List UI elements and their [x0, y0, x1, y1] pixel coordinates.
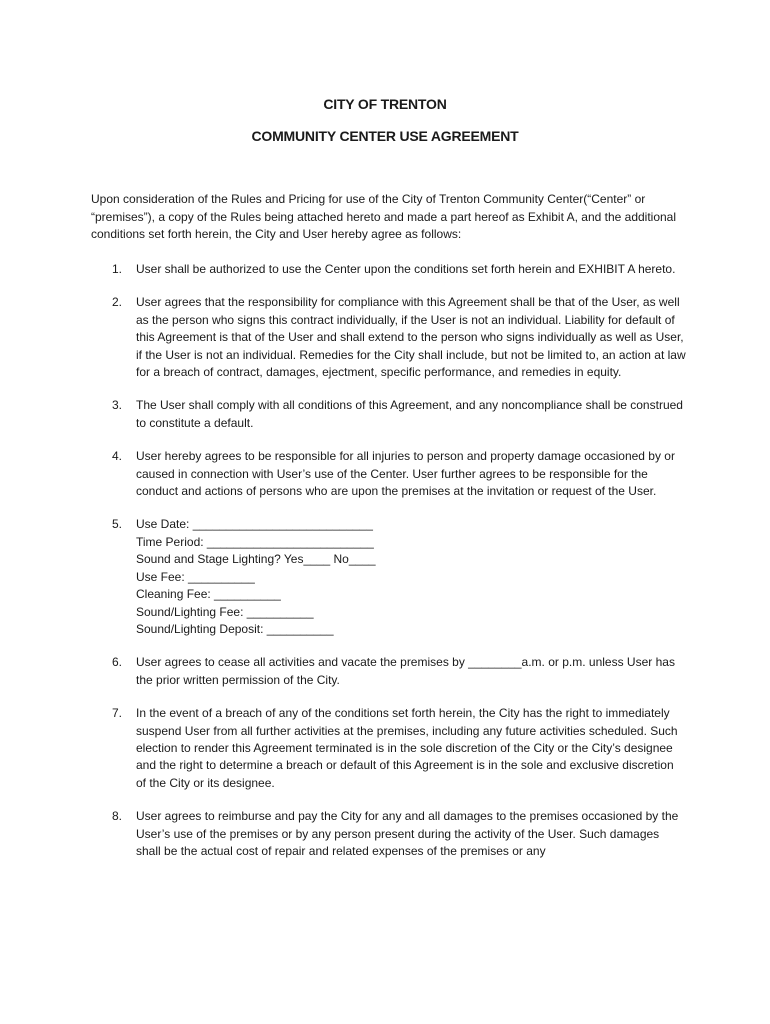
clause-1 — [0, 261, 770, 278]
clause-text: User agrees to cease all activities and vacate the premises by ________a.m. or p.m. unless User has the prior written permission of the City. — [136, 655, 675, 687]
clause-text: User agrees to reimburse and pay the City for any and all damages to the premises occasioned by the User’s use of the premises or by any person present during the activity of the User. Such damages shall be the actual cost of repair and related expenses of the premises or any — [136, 809, 679, 858]
clause-number: 4. — [112, 449, 123, 464]
document-subtitle: COMMUNITY CENTER USE AGREEMENT — [251, 128, 519, 144]
use-date-field[interactable]: Use Date: ___________________________ — [136, 517, 373, 532]
clause-number: 7. — [112, 706, 123, 721]
clause-number: 8. — [112, 809, 123, 824]
intro-paragraph: Upon consideration of the Rules and Pricing for use of the City of Trenton Community Center(“Center” or “premises”), a copy of the Rules being attached hereto and made a part hereof as Exhibit A, and the additional conditions set forth herein, the City and User hereby agree as follows: — [91, 192, 677, 241]
clause-number: 5. — [112, 517, 123, 532]
cleaning-fee-field[interactable]: Cleaning Fee: __________ — [136, 587, 281, 602]
usage-details-form — [136, 516, 686, 638]
clause-number: 1. — [112, 262, 123, 276]
clause-text: In the event of a breach of any of the conditions set forth herein, the City has the right to immediately suspend User from all further activities at the premises, including any future activities scheduled. Such election to render this Agreement terminated is in the sole discretion of the City or the City’s designee and the right to determine a breach or default of this Agreement is in the sole and exclusive discretion of the City or its designee. — [136, 706, 678, 790]
clause-number: 3. — [112, 398, 123, 413]
clause-8 — [0, 808, 770, 860]
clause-number: 2. — [112, 295, 123, 310]
clause-text: The User shall comply with all conditions of this Agreement, and any noncompliance shall be construed to constitute a default. — [136, 398, 683, 430]
document-title: CITY OF TRENTON — [323, 96, 447, 112]
sound-lighting-fee-field[interactable]: Sound/Lighting Fee: __________ — [136, 604, 314, 619]
sound-stage-lighting-field[interactable]: Sound and Stage Lighting? Yes____ No____ — [136, 552, 376, 567]
clause-text: User hereby agrees to be responsible for all injuries to person and property damage occasioned by or caused in connection with User’s use of the Center. User further agrees to be responsible for the conduct and actions of persons who are upon the premises at the invitation or request of the User. — [136, 449, 675, 499]
clause-2 — [0, 294, 770, 381]
clause-5 — [0, 516, 770, 638]
sound-lighting-deposit-field[interactable]: Sound/Lighting Deposit: __________ — [136, 621, 334, 636]
clause-text: User shall be authorized to use the Center upon the conditions set forth herein and EXHIBIT A hereto. — [136, 262, 676, 276]
clause-4 — [0, 448, 770, 500]
time-period-field[interactable]: Time Period: _________________________ — [136, 534, 374, 549]
clause-7 — [0, 705, 770, 792]
use-fee-field[interactable]: Use Fee: __________ — [136, 569, 255, 584]
clause-list — [0, 261, 770, 876]
clause-number: 6. — [112, 655, 123, 670]
clause-3 — [0, 397, 770, 432]
clause-6 — [0, 654, 770, 689]
clause-text: User agrees that the responsibility for compliance with this Agreement shall be that of the User, as well as the person who signs this contract individually, if the User is not an individual. Liability for default of this Agreement is that of the User and shall extend to the person who signs individually as well as User, if the User is not an individual. Remedies for the City shall include, but not be limited to, an action at law for a breach of contract, damages, ejectment, specific performance, and remedies in equity. — [136, 295, 686, 380]
